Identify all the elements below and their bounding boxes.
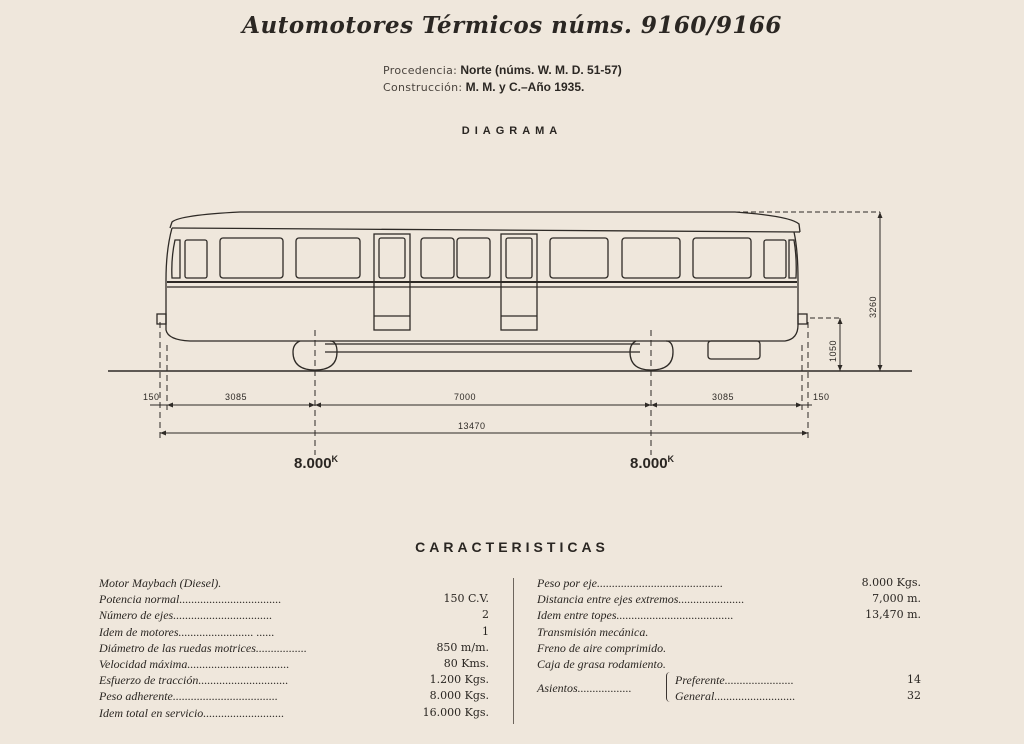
spec-label: Idem total en servicio........................... [99, 705, 285, 720]
spec-value: 8.000 Kgs. [861, 576, 921, 589]
spec-label: Distancia entre ejes extremos...................... [537, 592, 745, 607]
spec-value: 2 [482, 608, 489, 622]
column-divider [513, 578, 514, 724]
spec-row [537, 624, 937, 640]
page-title: Automotores Térmicos núms. 9160/9166 [242, 12, 782, 39]
spec-value: 150 C.V. [443, 592, 489, 606]
dim-height: 3260 [868, 295, 878, 318]
window [296, 238, 360, 278]
spec-label: Esfuerzo de tracción.............................. [99, 673, 289, 688]
seats-row [537, 673, 937, 712]
spec-row [537, 640, 937, 656]
dim-axle-left: 3085 [225, 392, 248, 402]
engine-box [708, 341, 760, 359]
spec-label: Caja de grasa rodamiento. [537, 656, 666, 671]
seats-brace [666, 672, 673, 702]
specs-left-column [99, 575, 499, 721]
spec-label: Motor Maybach (Diesel). [99, 576, 222, 590]
spec-label: Peso adherente................................... [99, 689, 278, 704]
spec-value: 8.000 Kgs. [429, 689, 489, 703]
spec-label: Idem de motores......................... ...... [99, 624, 275, 639]
specs-right-column [537, 575, 937, 712]
window [220, 238, 283, 278]
dim-wheelbase: 7000 [454, 392, 477, 402]
spec-value: 13,470 m. [865, 608, 921, 622]
window [185, 240, 207, 278]
spec-label: Velocidad máxima.................................. [99, 656, 290, 671]
roof-line [172, 228, 800, 232]
procedencia-value: Norte (núms. W. M. D. 51-57) [460, 63, 622, 77]
spec-row [99, 624, 499, 640]
seats-label: Asientos.................. [537, 681, 632, 696]
axle-load-right [630, 454, 674, 472]
spec-label: Número de ejes................................. [99, 608, 273, 623]
axle-load-right-value: 8.000 [630, 455, 668, 472]
spec-value: 1 [482, 624, 489, 638]
spec-label: Peso por eje.......................................... [537, 576, 723, 590]
window [693, 238, 751, 278]
diagram-heading: DIAGRAMA [461, 125, 563, 137]
spec-row [537, 575, 937, 591]
dim-buffer-left: 150 [143, 392, 160, 402]
spec-row [99, 575, 499, 591]
spec-value: 1.200 Kgs. [429, 673, 489, 687]
buffer [798, 314, 807, 324]
spec-row [99, 705, 499, 721]
spec-value: 80 Kms. [443, 656, 489, 670]
dim-floor: 1050 [828, 339, 838, 362]
dim-buffer-right: 150 [813, 392, 830, 402]
spec-row [99, 672, 499, 688]
spec-label: Transmisión mecánica. [537, 624, 649, 639]
axle-load-left-value: 8.000 [294, 455, 332, 472]
spec-label: Potencia normal.................................. [99, 592, 282, 607]
door-window [379, 238, 405, 278]
spec-row [99, 656, 499, 672]
spec-row [537, 591, 937, 607]
construccion-value: M. M. y C.–Año 1935. [465, 80, 585, 94]
spec-value: 850 m/m. [436, 640, 489, 654]
seats-preferente-label: Preferente....................... [675, 673, 794, 688]
window [622, 238, 680, 278]
seats-general-label: General........................... [675, 689, 796, 704]
procedencia-label: Procedencia: [383, 64, 458, 77]
cab-window [789, 240, 796, 278]
spec-row [537, 656, 937, 672]
door-window [506, 238, 532, 278]
spec-row [537, 607, 937, 623]
spec-row [99, 640, 499, 656]
dim-axle-right: 3085 [712, 392, 735, 402]
spec-row [99, 688, 499, 704]
body-outline [166, 228, 798, 341]
window [764, 240, 786, 278]
window [550, 238, 608, 278]
seats-preferente-value: 14 [907, 673, 921, 687]
axle-load-left [294, 454, 338, 472]
axle-load-unit: K [331, 454, 339, 464]
characteristics-heading: CARACTERISTICAS [415, 539, 609, 555]
window [421, 238, 454, 278]
spec-value: 7,000 m. [872, 592, 921, 606]
spec-row [99, 607, 499, 623]
spec-row [99, 591, 499, 607]
seats-general-value: 32 [907, 689, 921, 703]
axle-load-unit: K [667, 454, 675, 464]
construccion-label: Construcción: [383, 81, 463, 94]
spec-value: 16.000 Kgs. [422, 705, 489, 719]
cab-window [172, 240, 180, 278]
spec-label: Diámetro de las ruedas motrices................. [99, 640, 307, 655]
spec-label: Freno de aire comprimido. [537, 640, 667, 655]
buffer [157, 314, 166, 324]
dim-total: 13470 [458, 421, 486, 431]
window [457, 238, 490, 278]
spec-label: Idem entre topes....................................... [537, 608, 734, 623]
